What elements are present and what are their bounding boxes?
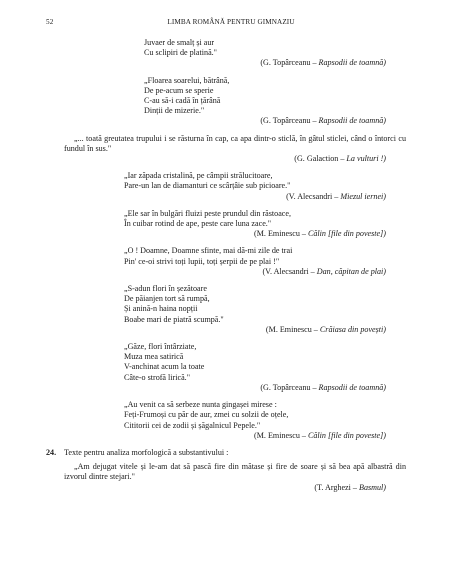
running-title: LIMBA ROMÂNĂ PENTRU GIMNAZIU xyxy=(167,18,295,26)
section-number: 24. xyxy=(46,447,57,457)
citation-work: La vulturi !) xyxy=(346,154,386,164)
citation xyxy=(0,383,452,393)
poem-excerpt xyxy=(124,246,452,266)
page-body xyxy=(0,38,452,493)
poem-line: Dinții de mizerie." xyxy=(144,106,205,116)
citation-author: (T. Arghezi – xyxy=(314,482,357,492)
poem-excerpt xyxy=(124,400,452,431)
citation-author: (V. Alecsandri – xyxy=(286,191,339,201)
citation-author: (M. Eminescu – xyxy=(254,430,306,440)
poem-excerpt xyxy=(124,342,452,383)
poem-excerpt xyxy=(124,209,452,229)
poem-line: „Găze, flori întârziate, xyxy=(124,342,197,352)
citation xyxy=(0,431,452,441)
poem-line: În cuibar rotind de ape, peste care luna zace." xyxy=(124,219,272,229)
citation xyxy=(0,116,452,126)
citation-work: Rapsodii de toamnă) xyxy=(318,116,386,126)
poem-line: Câte-o strofă lirică." xyxy=(124,372,191,382)
poem-line: „S-adun flori în șezătoare xyxy=(124,284,207,294)
citation-work: Rapsodii de toamnă) xyxy=(318,58,386,68)
section-heading xyxy=(46,448,406,458)
poem-line: C-au să-i cadă în țărână xyxy=(144,96,221,106)
citation-author: (G. Galaction – xyxy=(294,154,345,164)
poem-line: „Floarea soarelui, bătrână, xyxy=(144,75,230,85)
citation xyxy=(0,154,452,164)
poem-line: Cititorii cei de zodii și șăgalnicul Pepele." xyxy=(124,420,261,430)
citation-work: Miezul iernei) xyxy=(340,191,386,201)
poem-line: Pare-un lan de diamanturi ce scârțâie sub picioare." xyxy=(124,181,291,191)
page-number: 52 xyxy=(46,18,54,26)
citation xyxy=(0,267,452,277)
citation-author: (G. Topârceanu – xyxy=(260,58,317,68)
citation xyxy=(0,325,452,335)
poem-line: Muza mea satirică xyxy=(124,352,184,362)
poem-excerpt xyxy=(144,76,452,117)
poem-line: Juvaer de smalț și aur xyxy=(144,38,215,47)
section-title: Texte pentru analiza morfologică a substantivului : xyxy=(64,447,229,457)
poem-excerpt xyxy=(124,284,452,325)
citation-work: Crăiasa din povești) xyxy=(319,324,386,334)
poem-line: „Ele sar în bulgări fluizi peste prundul din răstoace, xyxy=(124,208,291,218)
citation-author: (G. Topârceanu – xyxy=(260,382,317,392)
poem-excerpt xyxy=(124,171,452,191)
poem-line: „Au venit ca să serbeze nunta gingașei mirese : xyxy=(124,400,277,410)
citation-work: Rapsodii de toamnă) xyxy=(318,382,386,392)
citation xyxy=(0,483,452,493)
poem-excerpt xyxy=(144,38,452,58)
poem-line: Pin' ce-oi strivi toți lupii, toți șerpii de pe plai !" xyxy=(124,256,280,266)
citation xyxy=(0,192,452,202)
prose-excerpt xyxy=(64,134,406,154)
citation-author: (M. Eminescu – xyxy=(254,229,306,239)
citation-author: (V. Alecsandri – xyxy=(262,266,315,276)
poem-line: Cu sclipiri de platină." xyxy=(144,48,217,58)
prose-text: „Am dejugat vitele și le-am dat să pască fire din mătase și fire de soare și să bea apă albastră din izvorul dintre stejari." xyxy=(64,462,406,482)
citation-work: Basmul) xyxy=(359,482,386,492)
poem-line: Și anină-n haina nopții xyxy=(124,304,198,314)
prose-excerpt xyxy=(64,462,406,482)
exercise-section xyxy=(46,448,406,483)
poem-line: V-anchinat acum la toate xyxy=(124,362,205,372)
poem-line: Boabe mari de piatră scumpă." xyxy=(124,314,224,324)
poem-line: „O ! Doamne, Doamne sfinte, mai dă-mi zile de trai xyxy=(124,246,293,256)
citation-work: Călin [file din poveste]) xyxy=(307,430,386,440)
citation xyxy=(0,229,452,239)
citation-author: (G. Topârceanu – xyxy=(260,116,317,126)
poem-line: Feți-Frumoși cu păr de aur, zmei cu solzii de oțele, xyxy=(124,410,289,420)
citation-work: Dan, căpitan de plai) xyxy=(316,266,386,276)
poem-line: De pe-acum se sperie xyxy=(144,85,214,95)
citation-work: Călin [file din poveste]) xyxy=(307,229,386,239)
prose-text: „... toată greutatea trupului i se răsturna în cap, ca apa dintr-o sticlă, în gâtul sticlei, când o întorci cu fundul în sus." xyxy=(64,133,406,153)
poem-line: „Iar zăpada cristalină, pe câmpii strălucitoare, xyxy=(124,171,273,181)
citation xyxy=(0,58,452,68)
poem-line: De păianjen tort să rumpă, xyxy=(124,294,210,304)
citation-author: (M. Eminescu – xyxy=(265,324,318,334)
